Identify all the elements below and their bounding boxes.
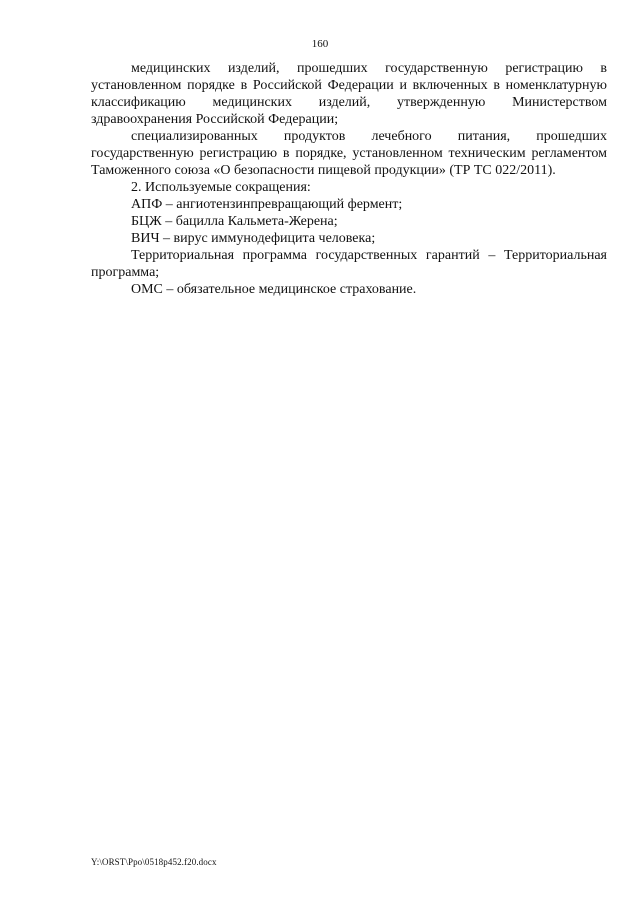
paragraph-special-nutrition: специализированных продуктов лечебного питания, прошедших государственную регистрацию в порядке, установленном техническим регламентом Таможенного союза «О безопасности пищевой продукции» (ТР ТС 022/2011).: [91, 129, 607, 178]
abbreviation-territorial-program: Территориальная программа государственных гарантий – Территориальная программа;: [91, 248, 607, 280]
abbreviation-apf: АПФ – ангиотензинпревращающий фермент;: [131, 197, 403, 212]
abbreviation-hiv: ВИЧ – вирус иммунодефицита человека;: [131, 231, 376, 246]
abbreviation-oms: ОМС – обязательное медицинское страхование.: [131, 282, 417, 297]
file-path-footer: Y:\ORST\Ppo\0518p452.f20.docx: [91, 857, 217, 867]
page-number: 160: [311, 38, 329, 50]
paragraph-abbreviations-heading: 2. Используемые сокращения:: [131, 180, 311, 195]
paragraph-medical-devices: медицинских изделий, прошедших государственную регистрацию в установленном порядке в Российской Федерации и включенных в номенклатурную классификацию медицинских изделий, утвержденную Министерством здравоохранения Российской Федерации;: [91, 61, 607, 127]
abbreviation-bcg: БЦЖ – бацилла Кальмета-Жерена;: [131, 214, 338, 229]
document-body: [91, 60, 607, 298]
